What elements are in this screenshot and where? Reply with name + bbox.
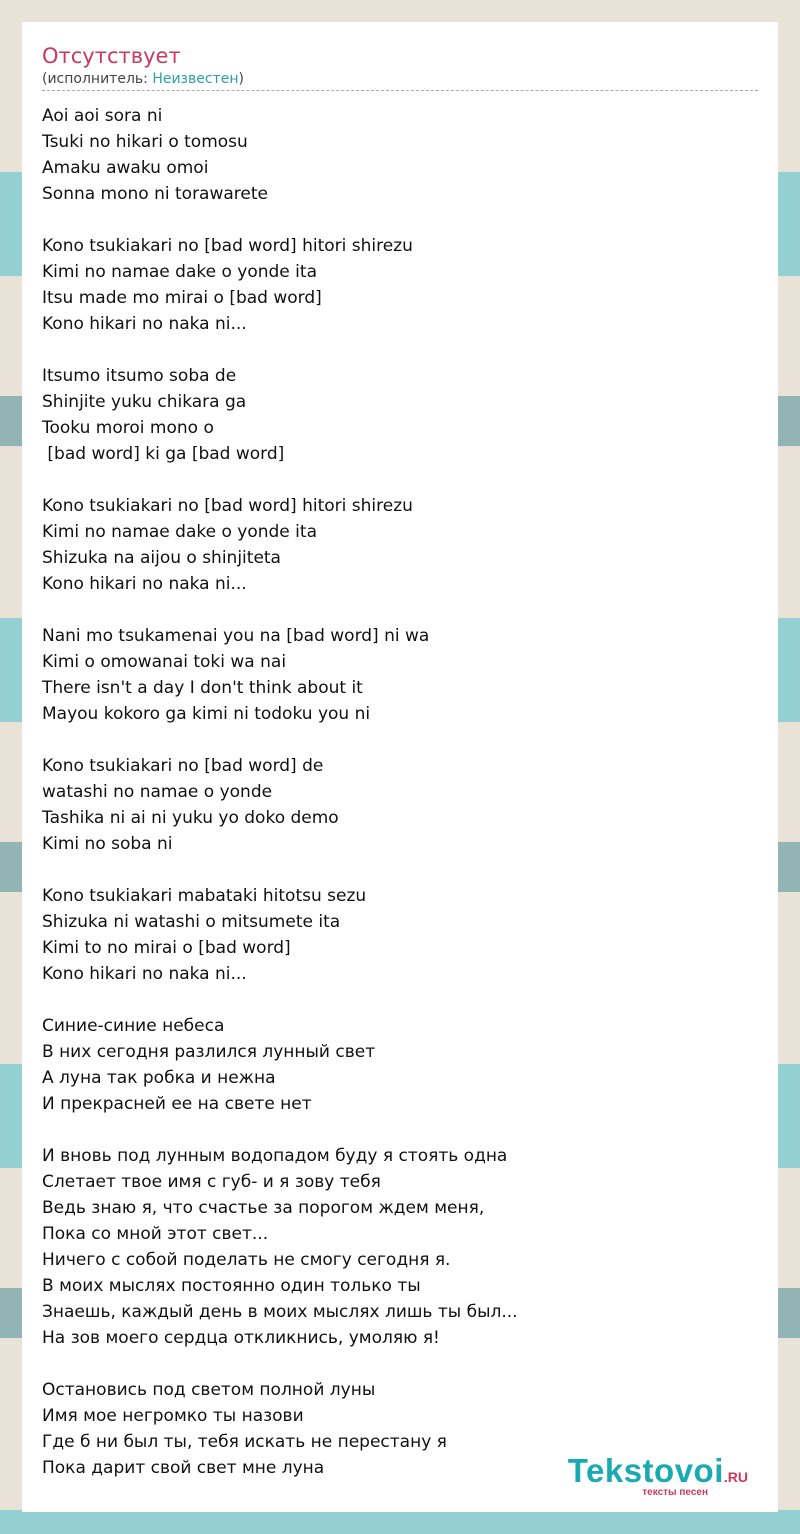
lyric-line: Kono tsukiakari no [bad word] de bbox=[42, 756, 324, 776]
lyric-line: Shizuka na aijou o shinjiteta bbox=[42, 548, 281, 568]
lyric-line: На зов моего сердца откликнись, умоляю я! bbox=[42, 1328, 440, 1348]
lyric-line: Kimi no namae dake o yonde ita bbox=[42, 262, 317, 282]
lyric-line: Shizuka ni watashi o mitsumete ita bbox=[42, 912, 341, 932]
lyric-line: There isn't a day I don't think about it bbox=[42, 678, 363, 698]
lyric-line bbox=[42, 597, 758, 623]
lyric-line: И вновь под лунным водопадом буду я стоять одна bbox=[42, 1146, 508, 1166]
lyric-line: Kimi no namae dake o yonde ita bbox=[42, 522, 317, 542]
brand-tld: .RU bbox=[723, 1469, 748, 1485]
site-logo[interactable] bbox=[568, 1454, 748, 1498]
lyric-line: Tashika ni ai ni yuku yo doko demo bbox=[42, 808, 339, 828]
lyric-line: А луна так робка и нежна bbox=[42, 1068, 276, 1088]
lyric-line: Ничего с собой поделать не смогу сегодня я. bbox=[42, 1250, 451, 1270]
lyric-line bbox=[42, 1117, 758, 1143]
lyric-line: Shinjite yuku chikara ga bbox=[42, 392, 247, 412]
lyric-line: Знаешь, каждый день в моих мыслях лишь ты был... bbox=[42, 1302, 518, 1322]
lyric-line: Имя мое негромко ты назови bbox=[42, 1406, 304, 1426]
lyric-line bbox=[42, 207, 758, 233]
lyric-line: Слетает твое имя с губ- и я зову тебя bbox=[42, 1172, 381, 1192]
lyric-line: Kono tsukiakari no [bad word] hitori shirezu bbox=[42, 496, 413, 516]
artist-line bbox=[42, 70, 758, 91]
lyric-line: И прекрасней ее на свете нет bbox=[42, 1094, 312, 1114]
lyric-line: Kimi o omowanai toki wa nai bbox=[42, 652, 287, 672]
brand-name: Tekstovoi bbox=[567, 1452, 724, 1489]
artist-link[interactable]: Неизвестен bbox=[152, 71, 239, 87]
lyric-line: В них сегодня разлился лунный свет bbox=[42, 1042, 376, 1062]
lyric-line: [bad word] ki ga [bad word] bbox=[42, 444, 285, 464]
lyric-line: Kono hikari no naka ni... bbox=[42, 574, 247, 594]
lyric-line: Amaku awaku omoi bbox=[42, 158, 209, 178]
brand-tagline: тексты песен bbox=[642, 1487, 708, 1498]
lyric-line: Kono hikari no naka ni... bbox=[42, 314, 247, 334]
lyric-line: Sonna mono ni torawarete bbox=[42, 184, 268, 204]
lyric-line: Остановись под светом полной луны bbox=[42, 1380, 376, 1400]
lyric-line: Где б ни был ты, тебя искать не перестану я bbox=[42, 1432, 447, 1452]
artist-suffix: ) bbox=[238, 71, 244, 87]
lyric-line bbox=[42, 1351, 758, 1377]
lyric-line: Kimi no soba ni bbox=[42, 834, 173, 854]
lyric-line: Aoi aoi sora ni bbox=[42, 106, 163, 126]
lyric-line: Пока дарит свой свет мне луна bbox=[42, 1458, 325, 1478]
artist-prefix: (исполнитель: bbox=[42, 71, 153, 87]
lyric-line: Tooku moroi mono o bbox=[42, 418, 214, 438]
lyric-line: Mayou kokoro ga kimi ni todoku you ni bbox=[42, 704, 371, 724]
lyric-line: Ведь знаю я, что счастье за порогом ждем меня, bbox=[42, 1198, 485, 1218]
lyric-line: В моих мыслях постоянно один только ты bbox=[42, 1276, 421, 1296]
lyric-line bbox=[42, 987, 758, 1013]
lyric-line: Itsu made mo mirai o [bad word] bbox=[42, 288, 322, 308]
lyric-line bbox=[42, 857, 758, 883]
lyric-line bbox=[42, 467, 758, 493]
lyric-line: Nani mo tsukamenai you na [bad word] ni wa bbox=[42, 626, 430, 646]
lyric-line bbox=[42, 727, 758, 753]
lyric-line: Kono tsukiakari no [bad word] hitori shirezu bbox=[42, 236, 413, 256]
lyric-line bbox=[42, 337, 758, 363]
lyric-line: Kimi to no mirai o [bad word] bbox=[42, 938, 291, 958]
lyric-line: Синие-синие небеса bbox=[42, 1016, 225, 1036]
lyric-line: Kono tsukiakari mabataki hitotsu sezu bbox=[42, 886, 367, 906]
song-title: Отсутствует bbox=[42, 44, 181, 68]
lyrics-text bbox=[42, 103, 758, 1481]
lyric-line: Tsuki no hikari o tomosu bbox=[42, 132, 248, 152]
lyric-line: watashi no namae o yonde bbox=[42, 782, 273, 802]
lyrics-card bbox=[22, 22, 778, 1512]
lyric-line: Kono hikari no naka ni... bbox=[42, 964, 247, 984]
lyric-line: Itsumo itsumo soba de bbox=[42, 366, 237, 386]
lyric-line: Пока со мной этот свет... bbox=[42, 1224, 269, 1244]
